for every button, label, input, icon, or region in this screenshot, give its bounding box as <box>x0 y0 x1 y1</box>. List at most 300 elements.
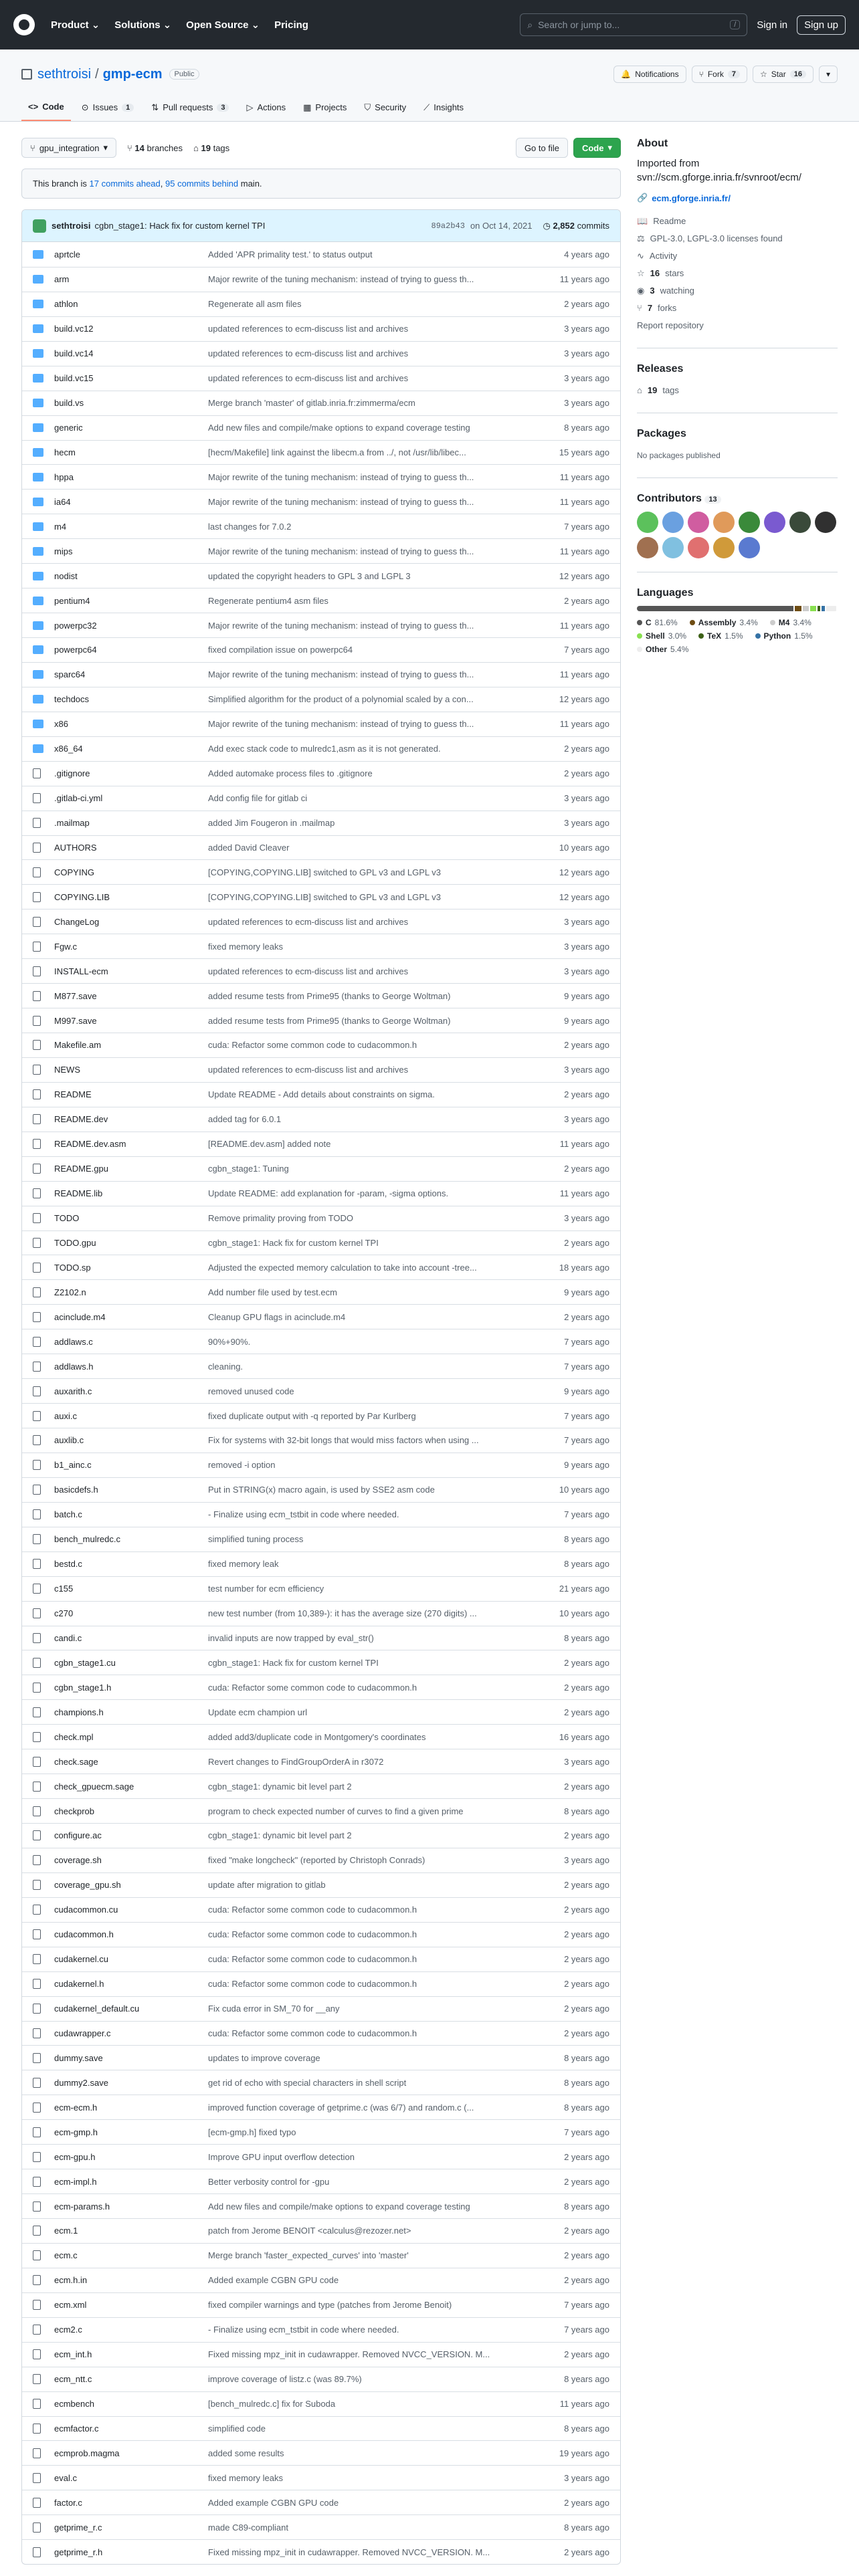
file-name-link[interactable]: aprtcle <box>54 249 81 259</box>
file-name-link[interactable]: TODO.sp <box>54 1262 91 1273</box>
commit-message-link[interactable]: Fix cuda error in SM_70 for __any <box>208 2004 340 2014</box>
file-name-link[interactable]: ecm.1 <box>54 2226 78 2236</box>
commit-message-link[interactable]: Improve GPU input overflow detection <box>208 2151 355 2162</box>
file-name-link[interactable]: cgbn_stage1.h <box>54 1682 112 1693</box>
language-item[interactable] <box>690 618 758 627</box>
table-row[interactable] <box>22 761 620 786</box>
file-name-link[interactable]: README.dev.asm <box>54 1139 126 1150</box>
table-row[interactable] <box>22 440 620 465</box>
tab-pull-requests[interactable]: ⇅ Pull requests 3 <box>145 95 235 121</box>
file-name-link[interactable]: Fgw.c <box>54 941 77 952</box>
table-row[interactable] <box>22 1947 620 1971</box>
commit-message-link[interactable]: Major rewrite of the tuning mechanism: instead of trying to guess th... <box>208 669 474 680</box>
commit-message-link[interactable]: improve coverage of listz.c (was 89.7%) <box>208 2374 362 2385</box>
table-row[interactable] <box>22 2391 620 2416</box>
commit-message-link[interactable]: Add new files and compile/make options to expand coverage testing <box>208 423 470 433</box>
commit-message-link[interactable]: fixed compiler warnings and type (patches from Jerome Benoit) <box>208 2300 452 2311</box>
file-name-link[interactable]: auxarith.c <box>54 1386 92 1396</box>
table-row[interactable] <box>22 1057 620 1082</box>
table-row[interactable] <box>22 538 620 563</box>
commit-message-link[interactable]: Regenerate pentium4 asm files <box>208 595 328 606</box>
table-row[interactable] <box>22 1971 620 1996</box>
commit-message-link[interactable]: Update README: add explanation for -param, -sigma options. <box>208 1188 449 1199</box>
table-row[interactable] <box>22 1453 620 1477</box>
table-row[interactable] <box>22 736 620 761</box>
table-row[interactable] <box>22 2416 620 2441</box>
file-name-link[interactable]: ecm.h.in <box>54 2275 88 2286</box>
commits-ahead-link[interactable]: 17 commits ahead <box>89 179 161 189</box>
table-row[interactable] <box>22 1107 620 1132</box>
commit-message-link[interactable]: Cleanup GPU flags in acinclude.m4 <box>208 1311 346 1322</box>
commit-message-link[interactable]: cleaning. <box>208 1361 244 1372</box>
file-name-link[interactable]: check.mpl <box>54 1731 94 1742</box>
file-name-link[interactable]: bench_mulredc.c <box>54 1534 120 1545</box>
table-row[interactable] <box>22 1033 620 1057</box>
table-row[interactable] <box>22 2342 620 2367</box>
commit-message-link[interactable]: get rid of echo with special characters in shell script <box>208 2077 407 2088</box>
file-name-link[interactable]: acinclude.m4 <box>54 1311 106 1322</box>
commit-message-link[interactable]: Add exec stack code to mulredc1,asm as it is not generated. <box>208 744 441 754</box>
table-row[interactable] <box>22 1132 620 1156</box>
table-row[interactable] <box>22 1724 620 1749</box>
file-name-link[interactable]: coverage_gpu.sh <box>54 1880 121 1891</box>
table-row[interactable] <box>22 786 620 811</box>
table-row[interactable] <box>22 1848 620 1872</box>
homepage-link[interactable]: 🔗 ecm.gforge.inria.fr/ <box>637 193 731 203</box>
file-name-link[interactable]: configure.ac <box>54 1830 102 1841</box>
commit-author[interactable]: sethtroisi <box>52 221 91 231</box>
file-name-link[interactable]: ecmfactor.c <box>54 2423 99 2434</box>
contributor-avatar[interactable] <box>713 512 735 533</box>
table-row[interactable] <box>22 1329 620 1354</box>
commit-message-link[interactable]: updated references to ecm-discuss list and archives <box>208 1065 409 1075</box>
file-name-link[interactable]: powerpc64 <box>54 645 97 655</box>
table-row[interactable] <box>22 1872 620 1897</box>
commit-message-link[interactable]: added resume tests from Prime95 (thanks to George Woltman) <box>208 1015 451 1026</box>
table-row[interactable] <box>22 1403 620 1428</box>
commit-message-link[interactable]: Major rewrite of the tuning mechanism: instead of trying to guess th... <box>208 496 474 507</box>
table-row[interactable] <box>22 2465 620 2490</box>
commit-message-link[interactable]: Add config file for gitlab ci <box>208 793 308 804</box>
table-row[interactable] <box>22 2514 620 2539</box>
table-row[interactable] <box>22 2095 620 2119</box>
tags-link[interactable]: ⌂ 19 tags <box>193 142 230 153</box>
table-row[interactable] <box>22 835 620 860</box>
file-name-link[interactable]: cudacommon.cu <box>54 1905 118 1915</box>
commit-message-link[interactable]: patch from Jerome BENOIT <calculus@rezozer.net> <box>208 2226 411 2236</box>
commit-message-link[interactable]: cuda: Refactor some common code to cudacommon.h <box>208 1682 417 1693</box>
file-name-link[interactable]: dummy.save <box>54 2052 103 2063</box>
file-name-link[interactable]: m4 <box>54 521 67 532</box>
file-name-link[interactable]: TODO <box>54 1213 80 1224</box>
commit-message-link[interactable]: Added example CGBN GPU code <box>208 2275 339 2286</box>
tab-insights[interactable]: ⟋ Insights <box>423 102 464 112</box>
commit-message-link[interactable]: cgbn_stage1: Tuning <box>208 1164 289 1174</box>
fork-button[interactable]: ⑂ Fork 7 <box>692 66 747 83</box>
table-row[interactable] <box>22 662 620 687</box>
commit-message-link[interactable]: added resume tests from Prime95 (thanks to George Woltman) <box>208 990 451 1001</box>
file-name-link[interactable]: ecm.c <box>54 2250 78 2261</box>
table-row[interactable] <box>22 1181 620 1206</box>
table-row[interactable] <box>22 637 620 662</box>
commit-message-link[interactable]: [hecm/Makefile] link against the libecm.a from ../, not /usr/lib/libec... <box>208 447 466 457</box>
file-name-link[interactable]: NEWS <box>54 1065 80 1075</box>
file-name-link[interactable]: COPYING.LIB <box>54 891 110 902</box>
table-row[interactable] <box>22 1082 620 1107</box>
nav-solutions[interactable]: Solutions ⌄ <box>114 19 172 31</box>
commit-message-link[interactable]: cuda: Refactor some common code to cudacommon.h <box>208 1929 417 1940</box>
table-row[interactable] <box>22 464 620 489</box>
table-row[interactable] <box>22 2144 620 2169</box>
table-row[interactable] <box>22 2119 620 2144</box>
contributor-avatar[interactable] <box>662 537 684 558</box>
commit-message-link[interactable]: improved function coverage of getprime.c (was 6/7) and random.c (... <box>208 2102 474 2113</box>
table-row[interactable] <box>22 884 620 909</box>
commit-message-link[interactable]: added David Cleaver <box>208 842 290 853</box>
repo-owner-link[interactable]: sethtroisi <box>37 66 92 82</box>
commit-message-link[interactable]: added tag for 6.0.1 <box>208 1114 282 1125</box>
contributor-avatar[interactable] <box>739 512 760 533</box>
tab-security[interactable]: ⛉ Security <box>364 102 407 112</box>
tab-code[interactable]: <> Code <box>21 95 71 121</box>
file-name-link[interactable]: c155 <box>54 1584 74 1594</box>
commit-message-link[interactable]: Update ecm champion url <box>208 1707 308 1717</box>
language-item[interactable] <box>637 618 678 627</box>
language-item[interactable] <box>770 618 812 627</box>
file-name-link[interactable]: ecm-gpu.h <box>54 2151 96 2162</box>
commit-message-link[interactable]: Add number file used by test.ecm <box>208 1287 337 1297</box>
commit-message-link[interactable]: cgbn_stage1: dynamic bit level part 2 <box>208 1781 352 1792</box>
file-name-link[interactable]: factor.c <box>54 2497 82 2508</box>
file-name-link[interactable]: cudacommon.h <box>54 1929 114 1940</box>
contributor-avatar[interactable] <box>764 512 785 533</box>
sign-up-button[interactable]: Sign up <box>797 15 846 35</box>
table-row[interactable] <box>22 1206 620 1230</box>
release-tags-link[interactable]: ⌂ 19 tags <box>637 382 838 399</box>
table-row[interactable] <box>22 1428 620 1453</box>
commit-message-link[interactable]: [COPYING,COPYING.LIB] switched to GPL v3 and LGPL v3 <box>208 891 442 902</box>
commit-message-link[interactable]: fixed memory leaks <box>208 2472 283 2483</box>
contributor-avatar[interactable] <box>739 537 760 558</box>
commit-message-link[interactable]: added Jim Fougeron in .mailmap <box>208 818 335 829</box>
commit-message-link[interactable]: simplified code <box>208 2423 266 2434</box>
star-button[interactable]: ☆ Star 16 <box>753 66 814 83</box>
commit-message-link[interactable]: invalid inputs are now trapped by eval_str() <box>208 1632 374 1643</box>
table-row[interactable] <box>22 983 620 1008</box>
file-name-link[interactable]: getprime_r.h <box>54 2547 103 2557</box>
language-item[interactable] <box>698 631 743 641</box>
file-name-link[interactable]: getprime_r.c <box>54 2522 102 2533</box>
commit-message-link[interactable]: updates to improve coverage <box>208 2052 320 2063</box>
table-row[interactable] <box>22 2539 620 2564</box>
nav-pricing[interactable]: Pricing <box>274 19 308 31</box>
table-row[interactable] <box>22 1749 620 1774</box>
table-row[interactable] <box>22 1601 620 1626</box>
commit-message-link[interactable]: fixed memory leaks <box>208 941 283 952</box>
table-row[interactable] <box>22 859 620 884</box>
search-input[interactable]: ⌕ Search or jump to... / <box>520 13 747 36</box>
contributor-avatar[interactable] <box>637 537 658 558</box>
file-name-link[interactable]: ecm2.c <box>54 2325 82 2335</box>
commit-message-link[interactable]: cuda: Refactor some common code to cudacommon.h <box>208 1954 417 1965</box>
table-row[interactable] <box>22 588 620 613</box>
table-row[interactable] <box>22 514 620 538</box>
commit-message-link[interactable]: Major rewrite of the tuning mechanism: instead of trying to guess th... <box>208 546 474 556</box>
table-row[interactable] <box>22 316 620 341</box>
commit-message[interactable]: cgbn_stage1: Hack fix for custom kernel TPI <box>94 221 266 231</box>
table-row[interactable] <box>22 1378 620 1403</box>
commit-message-link[interactable]: new test number (from 10,389-): it has the average size (270 digits) ... <box>208 1608 477 1619</box>
file-name-link[interactable]: basicdefs.h <box>54 1485 98 1495</box>
file-name-link[interactable]: Makefile.am <box>54 1040 102 1051</box>
commit-message-link[interactable]: updated the copyright headers to GPL 3 and LGPL 3 <box>208 570 411 581</box>
commit-message-link[interactable]: cuda: Refactor some common code to cudacommon.h <box>208 1979 417 1990</box>
commit-message-link[interactable]: updated references to ecm-discuss list and archives <box>208 916 409 927</box>
commit-message-link[interactable]: Fixed missing mpz_init in cudawrapper. Removed NVCC_VERSION. M... <box>208 2349 490 2360</box>
file-name-link[interactable]: build.vc15 <box>54 373 94 384</box>
file-name-link[interactable]: champions.h <box>54 1707 104 1717</box>
packages-title[interactable]: Packages <box>637 428 686 439</box>
commit-message-link[interactable]: [README.dev.asm] added note <box>208 1139 331 1150</box>
commit-message-link[interactable]: 90%+90%. <box>208 1336 251 1347</box>
commit-message-link[interactable]: Update README - Add details about constraints on sigma. <box>208 1089 435 1100</box>
contributor-avatar[interactable] <box>688 512 709 533</box>
commit-message-link[interactable]: update after migration to gitlab <box>208 1880 326 1891</box>
commit-message-link[interactable]: added some results <box>208 2448 284 2458</box>
commits-behind-link[interactable]: 95 commits behind <box>165 179 239 189</box>
repo-name-link[interactable]: gmp-ecm <box>102 66 163 82</box>
file-name-link[interactable]: ecmbench <box>54 2399 94 2409</box>
commit-message-link[interactable]: Merge branch 'faster_expected_curves' into 'master' <box>208 2250 409 2261</box>
commit-message-link[interactable]: cuda: Refactor some common code to cudacommon.h <box>208 2028 417 2038</box>
commit-message-link[interactable]: Merge branch 'master' of gitlab.inria.fr:zimmerma/ecm <box>208 398 415 409</box>
language-item[interactable] <box>755 631 813 641</box>
file-name-link[interactable]: README.lib <box>54 1188 103 1199</box>
report-repository-link[interactable]: Report repository <box>637 320 704 330</box>
file-name-link[interactable]: generic <box>54 423 83 433</box>
commit-message-link[interactable]: updated references to ecm-discuss list and archives <box>208 966 409 976</box>
commit-message-link[interactable]: updated references to ecm-discuss list and archives <box>208 348 409 359</box>
file-name-link[interactable]: checkprob <box>54 1806 94 1816</box>
file-name-link[interactable]: AUTHORS <box>54 842 97 853</box>
file-name-link[interactable]: cudakernel.cu <box>54 1954 108 1965</box>
table-row[interactable] <box>22 2440 620 2465</box>
file-name-link[interactable]: b1_ainc.c <box>54 1460 92 1471</box>
commit-message-link[interactable]: fixed duplicate output with -q reported by Par Kurlberg <box>208 1410 416 1421</box>
notifications-button[interactable]: 🔔 Notifications <box>613 66 686 83</box>
file-name-link[interactable]: c270 <box>54 1608 74 1619</box>
language-item[interactable] <box>637 645 688 654</box>
table-row[interactable] <box>22 366 620 391</box>
file-name-link[interactable]: sparc64 <box>54 669 86 680</box>
table-row[interactable] <box>22 1823 620 1848</box>
file-name-link[interactable]: hppa <box>54 471 74 482</box>
table-row[interactable] <box>22 1279 620 1304</box>
table-row[interactable] <box>22 1650 620 1675</box>
table-row[interactable] <box>22 2268 620 2292</box>
contributor-avatar[interactable] <box>713 537 735 558</box>
table-row[interactable] <box>22 1502 620 1527</box>
commit-message-link[interactable]: Added example CGBN GPU code <box>208 2497 339 2508</box>
table-row[interactable] <box>22 2490 620 2514</box>
file-name-link[interactable]: README.dev <box>54 1114 108 1125</box>
file-name-link[interactable]: build.vc12 <box>54 324 94 334</box>
forks-link[interactable]: ⑂ 7 forks <box>637 300 838 317</box>
file-name-link[interactable]: ecm_int.h <box>54 2349 92 2360</box>
table-row[interactable] <box>22 2169 620 2193</box>
commit-message-link[interactable]: added add3/duplicate code in Montgomery's coordinates <box>208 1731 426 1742</box>
file-name-link[interactable]: x86 <box>54 719 68 730</box>
file-name-link[interactable]: ecm.xml <box>54 2300 87 2311</box>
file-name-link[interactable]: .mailmap <box>54 818 90 829</box>
file-name-link[interactable]: candi.c <box>54 1632 82 1643</box>
file-name-link[interactable]: ecm-params.h <box>54 2201 110 2212</box>
commit-message-link[interactable]: removed unused code <box>208 1386 294 1396</box>
file-name-link[interactable]: cudakernel_default.cu <box>54 2004 140 2014</box>
table-row[interactable] <box>22 712 620 736</box>
branch-selector[interactable]: ⑂ gpu_integration ▾ <box>21 138 116 158</box>
commit-message-link[interactable]: Fixed missing mpz_init in cudawrapper. Removed NVCC_VERSION. M... <box>208 2547 490 2557</box>
tab-issues[interactable]: ⊙ Issues 1 <box>75 95 141 121</box>
file-name-link[interactable]: powerpc32 <box>54 620 97 631</box>
commit-message-link[interactable]: removed -i option <box>208 1460 276 1471</box>
star-dropdown-button[interactable] <box>819 66 838 83</box>
contributor-avatar[interactable] <box>815 512 836 533</box>
commit-message-link[interactable]: updated references to ecm-discuss list and archives <box>208 324 409 334</box>
commit-message-link[interactable]: Remove primality proving from TODO <box>208 1213 353 1224</box>
table-row[interactable] <box>22 1551 620 1576</box>
commit-message-link[interactable]: last changes for 7.0.2 <box>208 521 292 532</box>
commit-message-link[interactable]: Put in STRING(x) macro again, is used by SSE2 asm code <box>208 1485 435 1495</box>
contributor-avatar[interactable] <box>688 537 709 558</box>
commit-message-link[interactable]: Major rewrite of the tuning mechanism: instead of trying to guess th... <box>208 471 474 482</box>
file-name-link[interactable]: hecm <box>54 447 76 457</box>
table-row[interactable] <box>22 489 620 514</box>
file-name-link[interactable]: coverage.sh <box>54 1855 102 1866</box>
contributor-avatar[interactable] <box>789 512 811 533</box>
commit-message-link[interactable]: - Finalize using ecm_tstbit in code where needed. <box>208 2325 399 2335</box>
table-row[interactable] <box>22 1626 620 1650</box>
table-row[interactable] <box>22 1304 620 1329</box>
file-name-link[interactable]: build.vs <box>54 398 84 409</box>
releases-title[interactable]: Releases <box>637 363 684 374</box>
table-row[interactable] <box>22 2367 620 2391</box>
file-name-link[interactable]: batch.c <box>54 1509 82 1520</box>
commit-message-link[interactable]: cuda: Refactor some common code to cudacommon.h <box>208 1905 417 1915</box>
table-row[interactable] <box>22 958 620 983</box>
tab-projects[interactable]: ▦ Projects <box>303 102 347 112</box>
table-row[interactable] <box>22 1922 620 1947</box>
commit-message-link[interactable]: updated references to ecm-discuss list and archives <box>208 373 409 384</box>
commit-message-link[interactable]: [bench_mulredc.c] fix for Suboda <box>208 2399 336 2409</box>
table-row[interactable] <box>22 613 620 637</box>
license-link[interactable]: ⚖ GPL-3.0, LGPL-3.0 licenses found <box>637 230 838 247</box>
file-name-link[interactable]: athlon <box>54 299 78 310</box>
file-name-link[interactable]: INSTALL-ecm <box>54 966 108 976</box>
commit-message-link[interactable]: Revert changes to FindGroupOrderA in r3072 <box>208 1756 384 1767</box>
table-row[interactable] <box>22 1008 620 1033</box>
table-row[interactable] <box>22 1996 620 2021</box>
table-row[interactable] <box>22 292 620 316</box>
file-name-link[interactable]: ecm-impl.h <box>54 2176 97 2187</box>
commit-message-link[interactable]: [COPYING,COPYING.LIB] switched to GPL v3 and LGPL v3 <box>208 867 442 877</box>
file-name-link[interactable]: ecmprob.magma <box>54 2448 120 2458</box>
table-row[interactable] <box>22 909 620 934</box>
table-row[interactable] <box>22 341 620 366</box>
commit-message-link[interactable]: Fix for systems with 32-bit longs that would miss factors when using ... <box>208 1435 479 1446</box>
table-row[interactable] <box>22 242 620 267</box>
file-name-link[interactable]: nodist <box>54 570 78 581</box>
table-row[interactable] <box>22 1354 620 1378</box>
commit-message-link[interactable]: cgbn_stage1: Hack fix for custom kernel TPI <box>208 1657 379 1668</box>
file-name-link[interactable]: Z2102.n <box>54 1287 86 1297</box>
table-row[interactable] <box>22 1774 620 1798</box>
commits-count-link[interactable]: ◷ 2,852 commits <box>543 220 609 231</box>
commit-message-link[interactable]: cgbn_stage1: Hack fix for custom kernel TPI <box>208 1237 379 1248</box>
commit-message-link[interactable]: program to check expected number of curves to find a given prime <box>208 1806 464 1816</box>
activity-link[interactable]: ∿ Activity <box>637 247 838 265</box>
table-row[interactable] <box>22 2317 620 2342</box>
table-row[interactable] <box>22 1576 620 1601</box>
contributor-avatar[interactable] <box>662 512 684 533</box>
commit-message-link[interactable]: Major rewrite of the tuning mechanism: instead of trying to guess th... <box>208 719 474 730</box>
table-row[interactable] <box>22 2070 620 2095</box>
commit-message-link[interactable]: Added automake process files to .gitignore <box>208 768 373 779</box>
file-name-link[interactable]: check.sage <box>54 1756 98 1767</box>
commit-message-link[interactable]: cgbn_stage1: dynamic bit level part 2 <box>208 1830 352 1841</box>
file-name-link[interactable]: bestd.c <box>54 1559 82 1570</box>
file-name-link[interactable]: auxlib.c <box>54 1435 84 1446</box>
commit-message-link[interactable]: - Finalize using ecm_tstbit in code where needed. <box>208 1509 399 1520</box>
table-row[interactable] <box>22 267 620 292</box>
table-row[interactable] <box>22 1477 620 1502</box>
commit-message-link[interactable]: Major rewrite of the tuning mechanism: instead of trying to guess th... <box>208 274 474 285</box>
file-name-link[interactable]: x86_64 <box>54 744 83 754</box>
commit-message-link[interactable]: Better verbosity control for -gpu <box>208 2176 330 2187</box>
file-name-link[interactable]: .gitignore <box>54 768 90 779</box>
table-row[interactable] <box>22 1527 620 1551</box>
file-name-link[interactable]: addlaws.c <box>54 1336 93 1347</box>
file-name-link[interactable]: ia64 <box>54 496 71 507</box>
table-row[interactable] <box>22 2193 620 2218</box>
table-row[interactable] <box>22 1230 620 1255</box>
file-name-link[interactable]: eval.c <box>54 2472 77 2483</box>
file-name-link[interactable]: README <box>54 1089 92 1100</box>
file-name-link[interactable]: M877.save <box>54 990 97 1001</box>
file-name-link[interactable]: cudawrapper.c <box>54 2028 111 2038</box>
table-row[interactable] <box>22 2045 620 2070</box>
commit-message-link[interactable]: fixed "make longcheck" (reported by Christoph Conrads) <box>208 1855 425 1866</box>
file-name-link[interactable]: COPYING <box>54 867 94 877</box>
commit-message-link[interactable]: Adjusted the expected memory calculation to take into account -tree... <box>208 1262 477 1273</box>
nav-product[interactable]: Product ⌄ <box>51 19 100 31</box>
commit-message-link[interactable]: Regenerate all asm files <box>208 299 302 310</box>
commit-message-link[interactable]: simplified tuning process <box>208 1534 304 1545</box>
tab-actions[interactable]: ▷ Actions <box>246 102 286 112</box>
commit-message-link[interactable]: fixed compilation issue on powerpc64 <box>208 645 353 655</box>
file-name-link[interactable]: cudakernel.h <box>54 1979 104 1990</box>
commit-message-link[interactable]: fixed memory leak <box>208 1559 279 1570</box>
table-row[interactable] <box>22 563 620 588</box>
file-name-link[interactable]: ecm_ntt.c <box>54 2374 92 2385</box>
table-row[interactable] <box>22 391 620 415</box>
commit-message-link[interactable]: [ecm-gmp.h] fixed typo <box>208 2127 296 2137</box>
commit-message-link[interactable]: test number for ecm efficiency <box>208 1584 324 1594</box>
commit-message-link[interactable]: cuda: Refactor some common code to cudacommon.h <box>208 1040 417 1051</box>
table-row[interactable] <box>22 2292 620 2317</box>
file-name-link[interactable]: check_gpuecm.sage <box>54 1781 134 1792</box>
go-to-file-button[interactable]: Go to file <box>516 138 568 158</box>
